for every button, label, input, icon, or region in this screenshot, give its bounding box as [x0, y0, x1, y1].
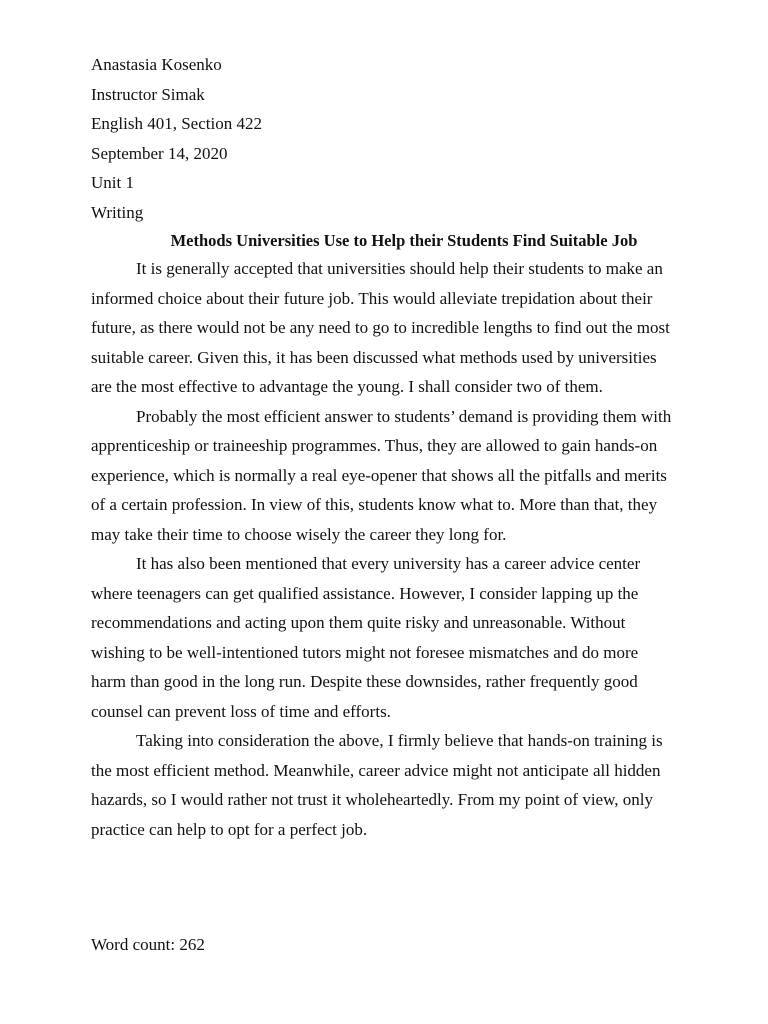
course-info: English 401, Section 422	[91, 114, 262, 133]
paragraph-line: counsel can prevent loss of time and efforts.	[91, 701, 391, 721]
paragraph	[91, 402, 721, 550]
unit-label: Unit 1	[91, 173, 134, 192]
assignment-label: Writing	[91, 202, 144, 222]
paragraph-line: future, as there would not be any need to go to incredible lengths to find out the most	[91, 318, 670, 337]
paragraph-line: recommendations and acting upon them quite risky and unreasonable. Without	[91, 613, 626, 632]
document-header	[91, 50, 691, 227]
paragraph-line: suitable career. Given this, it has been discussed what methods used by universities	[91, 347, 657, 367]
paragraph	[91, 254, 721, 402]
document-date: September 14, 2020	[91, 143, 228, 163]
paragraph-line: Probably the most efficient answer to students’ demand is providing them with	[136, 406, 672, 426]
paragraph-line: may take their time to choose wisely the career they long for.	[91, 524, 507, 544]
paragraph-line: harm than good in the long run. Despite these downsides, rather frequently good	[91, 672, 638, 691]
word-count: Word count: 262	[91, 935, 205, 954]
paragraph-line: It has also been mentioned that every university has a career advice center	[136, 554, 641, 573]
paragraph-line: wishing to be well-intentioned tutors might not foresee mismatches and do more	[91, 642, 639, 662]
paragraph-line: Taking into consideration the above, I firmly believe that hands-on training is	[136, 731, 663, 750]
paragraph-line: of a certain profession. In view of this, students know what to. More than that, they	[91, 495, 658, 514]
paragraph-line: experience, which is normally a real eye-opener that shows all the pitfalls and merits	[91, 465, 667, 485]
paragraph-line: It is generally accepted that universities should help their students to make an	[136, 259, 663, 278]
instructor-name: Instructor Simak	[91, 84, 205, 104]
paragraph	[91, 726, 721, 844]
essay-body	[91, 254, 721, 844]
paragraph-line: the most efficient method. Meanwhile, career advice might not anticipate all hidden	[91, 760, 661, 780]
paragraph-line: informed choice about their future job. This would alleviate trepidation about their	[91, 288, 653, 308]
paragraph-line: are the most effective to advantage the young. I shall consider two of them.	[91, 377, 603, 396]
essay-title: Methods Universities Use to Help their Students Find Suitable Job	[170, 231, 638, 250]
paragraph-line: apprenticeship or traineeship programmes. Thus, they are allowed to gain hands-on	[91, 436, 658, 455]
paragraph-line: where teenagers can get qualified assistance. However, I consider lapping up the	[91, 583, 639, 603]
paragraph	[91, 549, 721, 726]
paragraph-line: practice can help to opt for a perfect job.	[91, 819, 368, 839]
author-name: Anastasia Kosenko	[91, 55, 222, 74]
paragraph-line: hazards, so I would rather not trust it wholeheartedly. From my point of view, only	[91, 790, 653, 809]
